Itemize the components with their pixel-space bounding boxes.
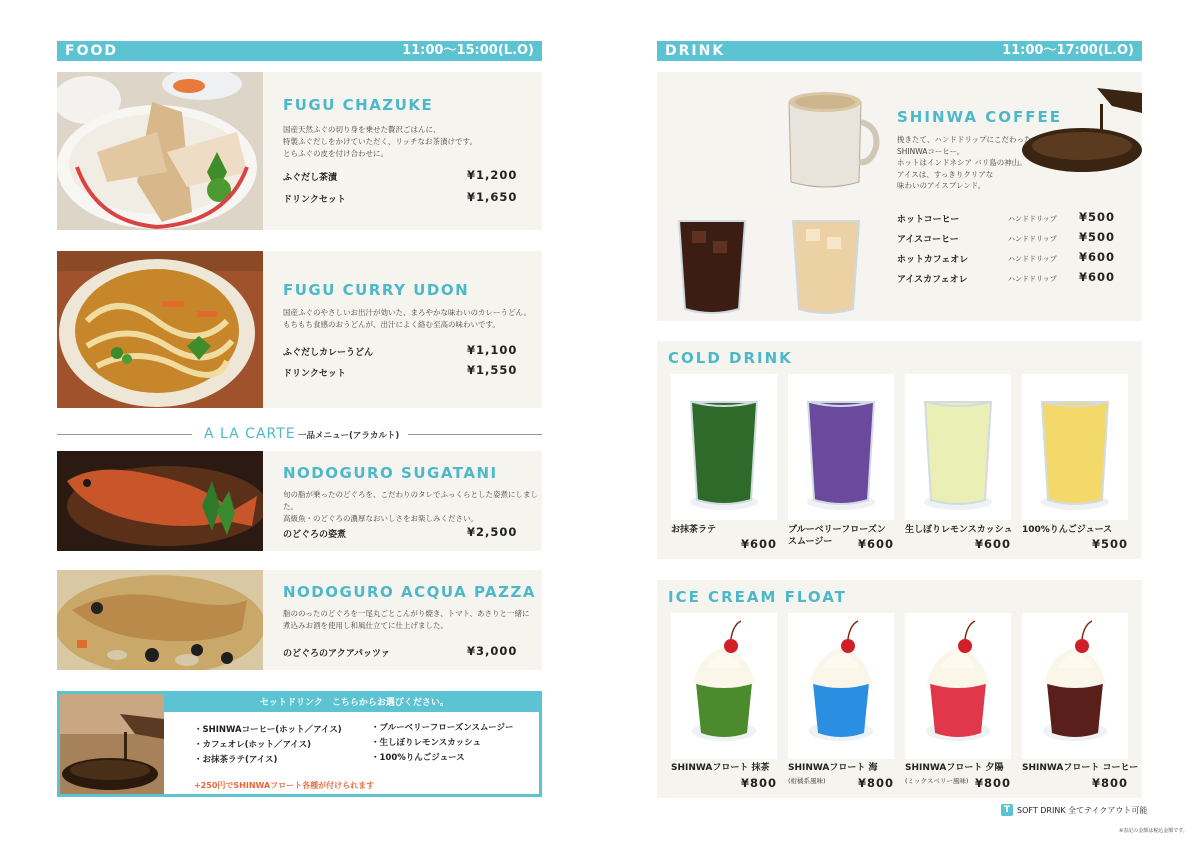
fugu-chazuke-description: 国産天然ふぐの切り身を乗せた贅沢ごはんに、 特製ふぐだしをかけていただく、リッチなお茶漬けです。 とらふぐの皮を付け合わせに。 [283,125,477,158]
coffee-item-method: ハンドドリップ [1008,255,1057,263]
set-drink-list-right: ・ブルーベリーフローズンスムージー ・生しぼりレモンスカッシュ ・100%りんごジュース [371,723,514,763]
price-value: ¥1,550 [467,363,518,377]
float-card [788,613,894,759]
drink-price: ¥600 [858,537,895,551]
divider-left [57,434,192,435]
drink-name: お抹茶ラテ [671,525,717,535]
food-hours: 11:00〜15:00(L.O) [402,43,534,58]
cold-drink-title: COLD DRINK [668,349,793,367]
cold-drink-photo [671,374,777,520]
float-flavor: (柑橘系風味) [788,777,826,785]
drink-name: SHINWAフロート 抹茶 [671,763,770,773]
alacarte-title: A LA CARTE [204,426,296,442]
coffee-item-price: ¥500 [1079,210,1116,224]
coffee-item-method: ハンドドリップ [1008,235,1057,243]
food-header [57,41,542,61]
price-value: ¥3,000 [467,644,518,658]
float-photo [905,613,1011,759]
ice-cream-float-panel [657,580,1142,798]
price-value: ¥1,100 [467,343,518,357]
float-flavor: (ミックスベリー風味) [905,777,969,785]
drink-price: ¥800 [858,776,895,790]
set-drink-box [57,691,542,797]
drink-name: SHINWAフロート コーヒー [1022,763,1139,773]
price-label: ドリンクセット [283,369,346,379]
set-drink-list-left: ・SHINWAコーヒー(ホット／アイス) ・カフェオレ(ホット／アイス) ・お抹茶ラテ(アイス) [194,725,342,765]
cold-drink-card [1022,374,1128,520]
price-label: のどぐろのアクアパッツァ [283,649,390,659]
coffee-item-price: ¥600 [1079,250,1116,264]
set-drink-float-note: +250円でSHINWAフロート各種が付けられます [194,781,375,790]
cold-drink-photo [788,374,894,520]
fugu-chazuke-title: FUGU CHAZUKE [283,96,434,114]
coffee-item-price: ¥500 [1079,230,1116,244]
price-value: ¥2,500 [467,525,518,539]
drink-price: ¥800 [975,776,1012,790]
nodoguro-sugatani-photo [57,451,263,551]
menu-item-nodoguro-sugatani [57,451,542,551]
shinwa-coffee-description: 挽きたて、ハンドドリップにこだわった SHINWAコーヒー。 ホットはインドネシア バリ島の神山。 アイスは、すっきりクリアな 味わいのアイスブレンド。 [897,135,1032,190]
drink-price: ¥600 [741,537,778,551]
iced-cafe-au-lait-photo [771,201,881,321]
price-label: のどぐろの姿煮 [283,530,347,540]
cold-drink-panel [657,341,1142,559]
cold-drink-card [905,374,1011,520]
takeout-note: SOFT DRINK 全てテイクアウト可能 [1017,806,1148,815]
menu-item-fugu-curry-udon [57,251,542,408]
cold-drink-photo [1022,374,1128,520]
hot-coffee-mug-photo [771,72,881,193]
nodoguro-acqua-pazza-description: 脂ののったのどぐろを一尾丸ごとこんがり焼き、トマト、あさりと一緒に 煮込みお酒を使用し和風仕立てに仕上げました。 [283,609,530,630]
coffee-item-name: ホットコーヒー [897,215,960,225]
fugu-curry-udon-photo [57,251,263,408]
price-label: ドリンクセット [283,195,346,205]
food-header-title: FOOD [65,43,118,59]
shinwa-coffee-panel [657,72,1142,321]
nodoguro-acqua-pazza-title: NODOGURO ACQUA PAZZA [283,583,537,601]
menu-item-nodoguro-acqua-pazza [57,570,542,670]
menu-item-fugu-chazuke [57,72,542,230]
float-card [1022,613,1128,759]
float-photo [671,613,777,759]
drink-name-line2: スムージー [788,537,833,547]
nodoguro-sugatani-title: NODOGURO SUGATANI [283,464,498,482]
nodoguro-sugatani-description: 旬の脂が乗ったのどぐろを、こだわりのタレでふっくらとした姿煮にしました。 高級魚・のどぐろの濃厚なおいしさをお楽しみください。 [283,490,538,523]
tax-note: ※表記の金額は税込金額です。 [1119,828,1188,834]
divider-right [408,434,542,435]
drink-header-title: DRINK [665,43,726,59]
drink-price: ¥600 [975,537,1012,551]
float-photo [1022,613,1128,759]
drink-name: SHINWAフロート 夕陽 [905,763,1004,773]
fugu-chazuke-photo [57,72,263,230]
iced-coffee-photo [657,201,767,321]
drink-price: ¥800 [1092,776,1129,790]
float-card [905,613,1011,759]
coffee-item-name: ホットカフェオレ [897,255,969,265]
coffee-item-price: ¥600 [1079,270,1116,284]
price-value: ¥1,650 [467,190,518,204]
set-drink-header: セットドリンク こちらからお選びください。 [164,694,542,712]
drink-price: ¥800 [741,776,778,790]
coffee-item-method: ハンドドリップ [1008,275,1057,283]
fugu-curry-udon-description: 国産ふぐのやさしいお出汁が効いた、まろやかな味わいのカレーうどん。 もちもち食感のおうどんが、出汁によく絡む至高の味わいです。 [283,308,531,329]
coffee-item-name: アイスコーヒー [897,235,959,245]
cold-drink-card [788,374,894,520]
shinwa-coffee-title: SHINWA COFFEE [897,108,1062,126]
drink-name: 100%りんごジュース [1022,525,1113,535]
price-label: ふぐだしカレーうどん [283,348,374,358]
drink-name: SHINWAフロート 海 [788,763,878,773]
float-card [671,613,777,759]
drink-name: 生しぼりレモンスカッシュ [905,525,1013,535]
drink-header [657,41,1142,61]
float-photo [788,613,894,759]
coffee-item-method: ハンドドリップ [1008,215,1057,223]
drink-hours: 11:00〜17:00(L.O) [1002,43,1134,58]
cold-drink-photo [905,374,1011,520]
cold-drink-card [671,374,777,520]
coffee-item-name: アイスカフェオレ [897,275,968,285]
coffee-drip-photo [60,694,164,794]
drink-price: ¥500 [1092,537,1129,551]
price-value: ¥1,200 [467,168,518,182]
nodoguro-acqua-pazza-photo [57,570,263,670]
alacarte-subtitle: 一品メニュー(アラカルト) [298,431,400,441]
fugu-curry-udon-title: FUGU CURRY UDON [283,281,470,299]
price-label: ふぐだし茶漬 [283,173,338,183]
drink-name: ブルーベリーフローズン [788,525,886,535]
takeout-icon: T [1001,804,1013,816]
ice-cream-float-title: ICE CREAM FLOAT [668,588,847,606]
